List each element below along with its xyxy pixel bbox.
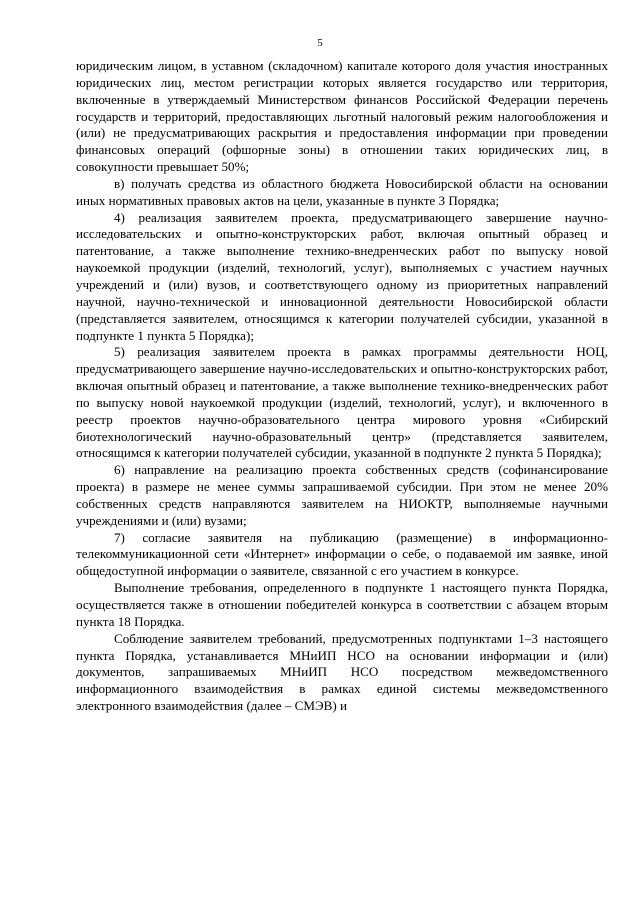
paragraph-item-6: 6) направление на реализацию проекта собственных средств (софинансирование проекта) в размере не менее суммы запрашиваемой субсидии. При этом не менее 20% собственных средств направляются заявителем на НИОКТР, выполняемые научными учреждениями и (или) вузами; — [76, 462, 608, 528]
paragraph-item-4: 4) реализация заявителем проекта, предусматривающего завершение научно-исследовательских и опытно-конструкторских работ, включая опытный образец и патентование, а также выполнение технико-внедренческих работ по выпуску новой наукоемкой продукции (изделий, технологий, услуг), выполняемых с участием научных учреждений и (или) вузов, и соответствующего одному из приоритетных направлений научной, научно-технической и инновационной деятельности Новосибирской области (представляется заявителем, относящимся к категории получателей субсидии, указанной в подпункте 1 пункта 5 Порядка); — [76, 209, 608, 343]
body-text — [76, 58, 608, 715]
page-number: 5 — [317, 37, 323, 49]
paragraph-requirement-fulfillment: Выполнение требования, определенного в подпункте 1 настоящего пункта Порядка, осуществляется также в отношении победителей конкурса в соответствии с абзацем вторым пункта 18 Порядка. — [76, 580, 608, 629]
paragraph-requirements-compliance: Соблюдение заявителем требований, предусмотренных подпунктами 1–3 настоящего пункта Порядка, устанавливается МНиИП НСО на основании информации и (или) документов, запрашиваемых МНиИП НСО посредством межведомственного информационного взаимодействия в рамках единой системы межведомственного электронного взаимодействия (далее – СМЭВ) и — [76, 630, 608, 714]
paragraph-item-v: в) получать средства из областного бюджета Новосибирской области на основании иных нормативных правовых актов на цели, указанные в пункте 3 Порядка; — [76, 175, 608, 208]
paragraph-item-5: 5) реализация заявителем проекта в рамках программы деятельности НОЦ, предусматривающего завершение научно-исследовательских и опытно-конструкторских работ, включая опытный образец и патентование, а также выполнение технико-внедренческих работ по выпуску новой наукоемкой продукции (изделий, технологий, услуг), и включенного в реестр проектов научно-образовательного центра мирового уровня «Сибирский биотехнологический научно-образовательный центр» (представляется заявителем, относящимся к категории получателей субсидии, указанной в подпункте 2 пункта 5 Порядка); — [76, 344, 608, 461]
paragraph-item-7: 7) согласие заявителя на публикацию (размещение) в информационно-телекоммуникационной сети «Интернет» информации о себе, о подаваемой им заявке, иной общедоступной информации о заявителе, связанной с его участием в конкурсе. — [76, 529, 608, 579]
paragraph-continuation: юридическим лицом, в уставном (складочном) капитале которого доля участия иностранных юридических лиц, местом регистрации которых является государство или территория, включенные в утверждаемый Министерством финансов Российской Федерации перечень государств и территорий, предоставляющих льготный налоговый режим налогообложения и (или) не предусматривающих раскрытия и предоставления информации при проведении финансовых операций (офшорные зоны) в отношении таких юридических лиц, в совокупности превышает 50%; — [76, 58, 608, 175]
